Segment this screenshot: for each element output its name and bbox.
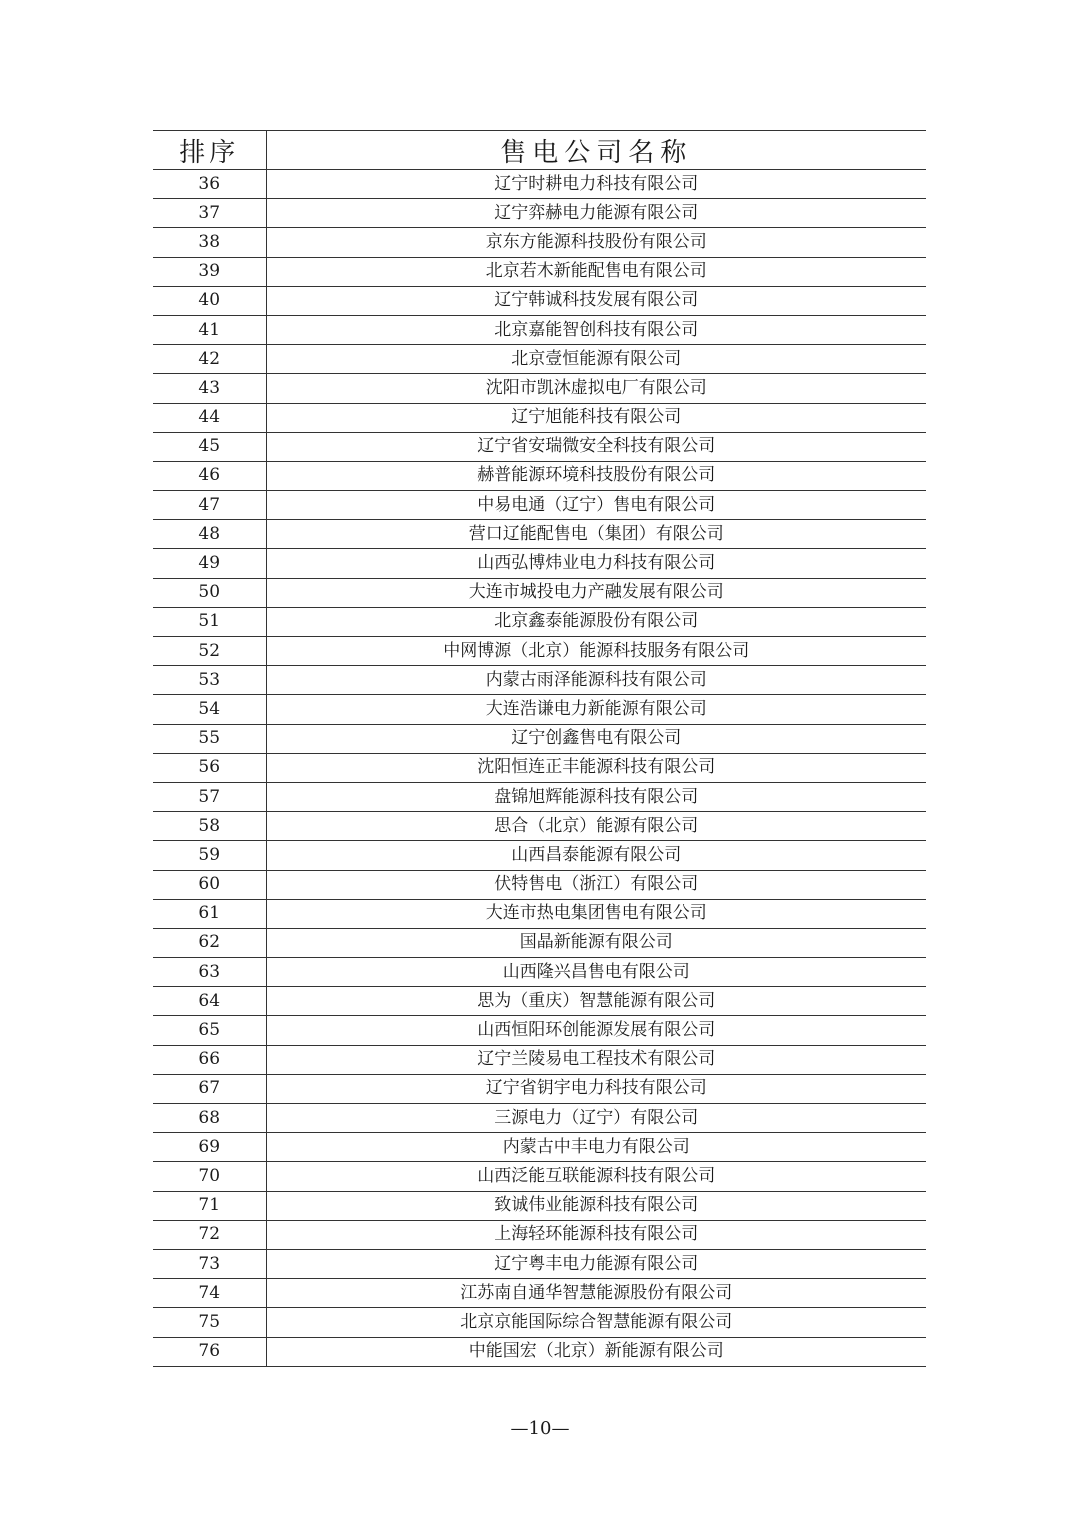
rank-cell: 70 (153, 1162, 266, 1191)
rank-cell: 62 (153, 928, 266, 957)
table-row (153, 666, 926, 695)
table-row (153, 228, 926, 257)
company-name-cell: 大连浩谦电力新能源有限公司 (266, 695, 926, 724)
rank-cell: 40 (153, 286, 266, 315)
company-name-cell: 山西弘博炜业电力科技有限公司 (266, 549, 926, 578)
rank-cell: 72 (153, 1220, 266, 1249)
table-row (153, 170, 926, 199)
company-name-cell: 沈阳恒连正丰能源科技有限公司 (266, 753, 926, 782)
table-row (153, 520, 926, 549)
rank-cell: 76 (153, 1337, 266, 1366)
company-name-cell: 山西昌泰能源有限公司 (266, 841, 926, 870)
table-row (153, 870, 926, 899)
table-row (153, 1162, 926, 1191)
company-name-cell: 北京若木新能配售电有限公司 (266, 257, 926, 286)
company-name-cell: 中网博源（北京）能源科技服务有限公司 (266, 637, 926, 666)
table-row (153, 286, 926, 315)
rank-cell: 67 (153, 1074, 266, 1103)
table-header (153, 131, 926, 170)
table-row (153, 1249, 926, 1278)
table-row (153, 1074, 926, 1103)
company-name-cell: 大连市热电集团售电有限公司 (266, 899, 926, 928)
table-row (153, 461, 926, 490)
company-name-cell: 辽宁韩诚科技发展有限公司 (266, 286, 926, 315)
company-name-cell: 辽宁创鑫售电有限公司 (266, 724, 926, 753)
rank-cell: 47 (153, 491, 266, 520)
company-name-cell: 辽宁兰陵易电工程技术有限公司 (266, 1045, 926, 1074)
company-name-cell: 大连市城投电力产融发展有限公司 (266, 578, 926, 607)
table-row (153, 345, 926, 374)
table-row (153, 403, 926, 432)
header-company-name: 售电公司名称 (266, 131, 926, 170)
rank-cell: 66 (153, 1045, 266, 1074)
company-name-cell: 辽宁粤丰电力能源有限公司 (266, 1249, 926, 1278)
table-row (153, 607, 926, 636)
company-name-cell: 中易电通（辽宁）售电有限公司 (266, 491, 926, 520)
rank-cell: 49 (153, 549, 266, 578)
company-ranking-table (153, 130, 926, 1367)
rank-cell: 44 (153, 403, 266, 432)
company-name-cell: 北京京能国际综合智慧能源有限公司 (266, 1308, 926, 1337)
rank-cell: 56 (153, 753, 266, 782)
rank-cell: 68 (153, 1104, 266, 1133)
company-name-cell: 中能国宏（北京）新能源有限公司 (266, 1337, 926, 1366)
table-row (153, 841, 926, 870)
table-row (153, 1191, 926, 1220)
rank-cell: 45 (153, 432, 266, 461)
table-row (153, 432, 926, 461)
table-row (153, 753, 926, 782)
table-row (153, 724, 926, 753)
table-row (153, 578, 926, 607)
rank-cell: 69 (153, 1133, 266, 1162)
rank-cell: 55 (153, 724, 266, 753)
rank-cell: 57 (153, 782, 266, 811)
rank-cell: 37 (153, 199, 266, 228)
company-name-cell: 赫普能源环境科技股份有限公司 (266, 461, 926, 490)
page-number: —10— (510, 1418, 570, 1439)
table-row (153, 1220, 926, 1249)
company-name-cell: 北京鑫泰能源股份有限公司 (266, 607, 926, 636)
company-name-cell: 辽宁弈赫电力能源有限公司 (266, 199, 926, 228)
table-row (153, 1337, 926, 1366)
company-name-cell: 山西隆兴昌售电有限公司 (266, 958, 926, 987)
company-name-cell: 辽宁时耕电力科技有限公司 (266, 170, 926, 199)
table-row (153, 782, 926, 811)
rank-cell: 63 (153, 958, 266, 987)
rank-cell: 73 (153, 1249, 266, 1278)
rank-cell: 52 (153, 637, 266, 666)
rank-cell: 64 (153, 987, 266, 1016)
company-name-cell: 内蒙古中丰电力有限公司 (266, 1133, 926, 1162)
rank-cell: 74 (153, 1279, 266, 1308)
table-row (153, 1104, 926, 1133)
rank-cell: 41 (153, 315, 266, 344)
company-name-cell: 北京壹恒能源有限公司 (266, 345, 926, 374)
rank-cell: 71 (153, 1191, 266, 1220)
table-row (153, 315, 926, 344)
table-row (153, 1308, 926, 1337)
company-name-cell: 三源电力（辽宁）有限公司 (266, 1104, 926, 1133)
table-row (153, 958, 926, 987)
company-name-cell: 辽宁省钥宇电力科技有限公司 (266, 1074, 926, 1103)
rank-cell: 46 (153, 461, 266, 490)
company-name-cell: 国晶新能源有限公司 (266, 928, 926, 957)
table-row (153, 199, 926, 228)
rank-cell: 48 (153, 520, 266, 549)
table-body (153, 170, 926, 1367)
rank-cell: 60 (153, 870, 266, 899)
table-row (153, 1016, 926, 1045)
company-name-cell: 辽宁旭能科技有限公司 (266, 403, 926, 432)
company-name-cell: 营口辽能配售电（集团）有限公司 (266, 520, 926, 549)
company-name-cell: 江苏南自通华智慧能源股份有限公司 (266, 1279, 926, 1308)
rank-cell: 42 (153, 345, 266, 374)
rank-cell: 38 (153, 228, 266, 257)
table-row (153, 928, 926, 957)
company-name-cell: 沈阳市凯沐虚拟电厂有限公司 (266, 374, 926, 403)
company-name-cell: 上海轻环能源科技有限公司 (266, 1220, 926, 1249)
table-row (153, 899, 926, 928)
rank-cell: 59 (153, 841, 266, 870)
rank-cell: 51 (153, 607, 266, 636)
table-row (153, 374, 926, 403)
table-row (153, 549, 926, 578)
rank-cell: 65 (153, 1016, 266, 1045)
header-row (153, 131, 926, 170)
rank-cell: 53 (153, 666, 266, 695)
company-name-cell: 思合（北京）能源有限公司 (266, 812, 926, 841)
table-row (153, 257, 926, 286)
rank-cell: 58 (153, 812, 266, 841)
company-name-cell: 致诚伟业能源科技有限公司 (266, 1191, 926, 1220)
table-row (153, 987, 926, 1016)
rank-cell: 43 (153, 374, 266, 403)
table-row (153, 637, 926, 666)
table-row (153, 812, 926, 841)
table-row (153, 1045, 926, 1074)
company-name-cell: 思为（重庆）智慧能源有限公司 (266, 987, 926, 1016)
table-row (153, 1279, 926, 1308)
rank-cell: 54 (153, 695, 266, 724)
table-row (153, 491, 926, 520)
table-row (153, 1133, 926, 1162)
header-rank: 排序 (153, 131, 266, 170)
company-name-cell: 京东方能源科技股份有限公司 (266, 228, 926, 257)
rank-cell: 50 (153, 578, 266, 607)
company-name-cell: 北京嘉能智创科技有限公司 (266, 315, 926, 344)
rank-cell: 75 (153, 1308, 266, 1337)
company-name-cell: 盘锦旭辉能源科技有限公司 (266, 782, 926, 811)
company-name-cell: 山西泛能互联能源科技有限公司 (266, 1162, 926, 1191)
company-name-cell: 山西恒阳环创能源发展有限公司 (266, 1016, 926, 1045)
rank-cell: 36 (153, 170, 266, 199)
company-name-cell: 伏特售电（浙江）有限公司 (266, 870, 926, 899)
rank-cell: 61 (153, 899, 266, 928)
rank-cell: 39 (153, 257, 266, 286)
table-row (153, 695, 926, 724)
company-name-cell: 内蒙古雨泽能源科技有限公司 (266, 666, 926, 695)
company-name-cell: 辽宁省安瑞微安全科技有限公司 (266, 432, 926, 461)
